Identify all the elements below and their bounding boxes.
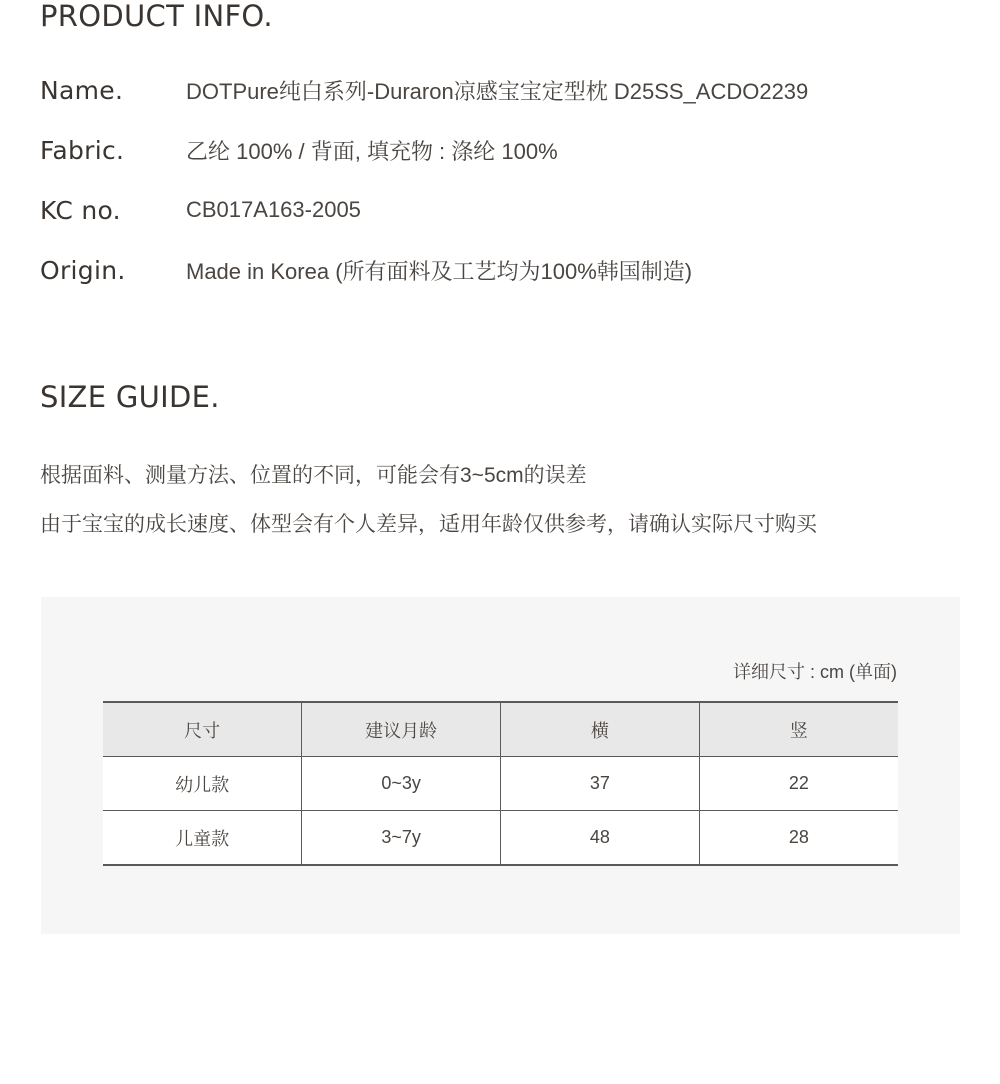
size-note-age: 由于宝宝的成长速度、体型会有个人差异，适用年龄仅供参考，请确认实际尺寸购买 xyxy=(40,513,817,536)
header-width: 横 xyxy=(501,702,700,757)
info-label-origin: Origin. xyxy=(40,255,126,285)
cell-age: 3~7y xyxy=(302,811,501,866)
size-guide-title: SIZE GUIDE. xyxy=(40,380,220,414)
cell-width: 37 xyxy=(501,757,700,811)
info-row-kc-no xyxy=(40,192,960,228)
size-table-panel xyxy=(41,597,960,934)
product-info-title: PRODUCT INFO. xyxy=(40,0,273,33)
table-row xyxy=(103,811,898,866)
cell-height: 22 xyxy=(699,757,898,811)
info-label-fabric: Fabric. xyxy=(40,135,125,165)
info-label-kc-no: KC no. xyxy=(40,195,121,225)
cell-width: 48 xyxy=(501,811,700,866)
info-row-name xyxy=(40,72,960,108)
cell-size: 儿童款 xyxy=(175,828,230,849)
info-row-origin xyxy=(40,252,960,288)
info-label-name: Name. xyxy=(40,75,124,105)
table-header-row xyxy=(103,702,898,757)
header-size: 尺寸 xyxy=(184,720,221,741)
cell-height: 28 xyxy=(699,811,898,866)
size-table xyxy=(103,701,898,866)
info-value-name: DOTPure纯白系列-Duraron凉感宝宝定型枕 D25SS_ACDO2239 xyxy=(186,78,809,104)
unit-label: 详细尺寸 : cm (单面) xyxy=(733,662,897,682)
cell-size: 幼儿款 xyxy=(175,774,230,795)
info-value-origin: Made in Korea (所有面料及工艺均为100%韩国制造) xyxy=(186,258,693,284)
info-value-fabric: 乙纶 100% / 背面, 填充物 : 涤纶 100% xyxy=(186,138,558,164)
info-row-fabric xyxy=(40,132,960,168)
table-row xyxy=(103,757,898,811)
size-note-measurement: 根据面料、测量方法、位置的不同，可能会有3~5cm的误差 xyxy=(40,464,587,487)
header-height: 竖 xyxy=(699,702,898,757)
header-age: 建议月龄 xyxy=(302,702,501,757)
info-value-kc-no: CB017A163-2005 xyxy=(186,197,361,222)
cell-age: 0~3y xyxy=(302,757,501,811)
